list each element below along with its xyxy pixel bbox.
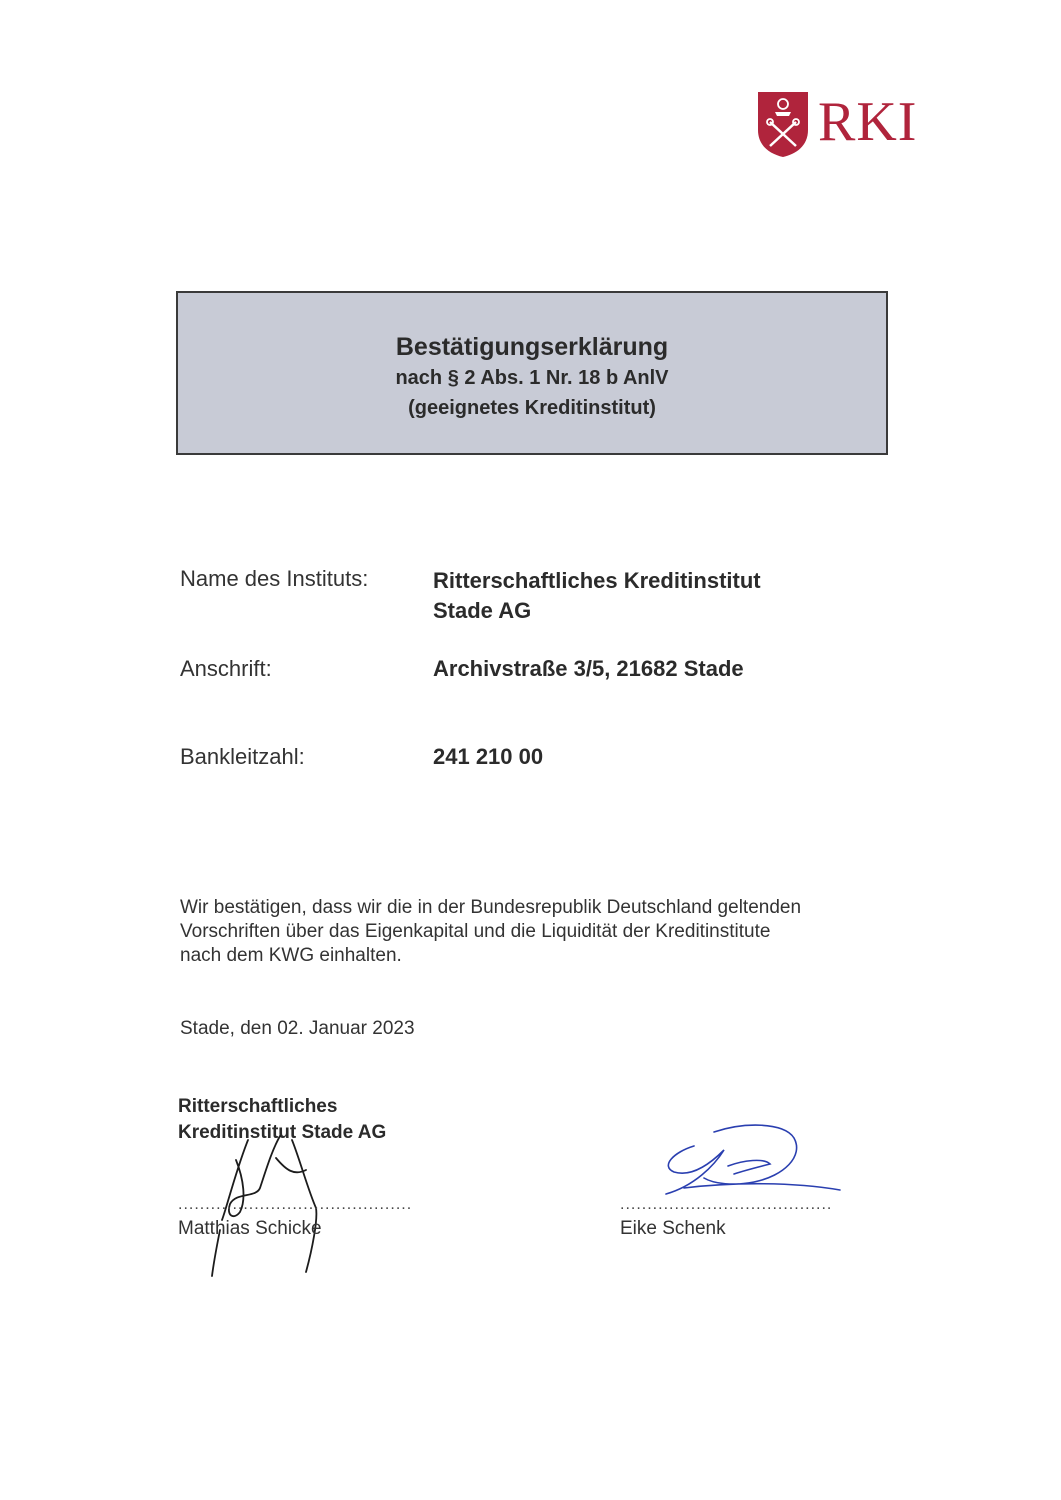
institution-name-label: Name des Instituts: (180, 566, 369, 591)
left-signer-name: Matthias Schicke (178, 1218, 322, 1239)
bank-code-value: 241 210 00 (433, 744, 544, 769)
document-title: Bestätigungserklärung (395, 333, 669, 361)
address-label: Anschrift: (180, 656, 272, 681)
institution-name-line2: Stade AG (433, 598, 532, 623)
title-box (176, 291, 888, 455)
rki-logo (756, 90, 940, 160)
institution-name-value (433, 566, 761, 626)
company-line1: Ritterschaftliches (178, 1096, 338, 1117)
right-signature-line: ....................................... (620, 1196, 833, 1213)
right-signer-name: Eike Schenk (620, 1218, 726, 1239)
statement-line: Vorschriften über das Eigenkapital und die Liquidität der Kreditinstitute (180, 921, 771, 942)
bank-code-label: Bankleitzahl: (180, 744, 305, 769)
document-subtitle-qualifier: (geeignetes Kreditinstitut) (408, 397, 656, 419)
company-line2: Kreditinstitut Stade AG (178, 1122, 387, 1143)
right-handwritten-signature (654, 1116, 844, 1206)
confirmation-statement (180, 896, 900, 968)
left-handwritten-signature (196, 1100, 346, 1280)
left-signature-line: ........................................... (178, 1196, 413, 1213)
institution-name-line1: Ritterschaftliches Kreditinstitut (433, 568, 761, 593)
statement-line: Wir bestätigen, dass wir die in der Bundesrepublik Deutschland geltenden (180, 897, 802, 918)
statement-line: nach dem KWG einhalten. (180, 945, 402, 966)
document-subtitle-legal-reference: nach § 2 Abs. 1 Nr. 18 b AnlV (395, 367, 669, 389)
logo-text: RKI (818, 91, 918, 153)
address-value: Archivstraße 3/5, 21682 Stade (433, 656, 744, 681)
place-and-date: Stade, den 02. Januar 2023 (180, 1018, 415, 1039)
crest-shield-icon (756, 90, 810, 158)
